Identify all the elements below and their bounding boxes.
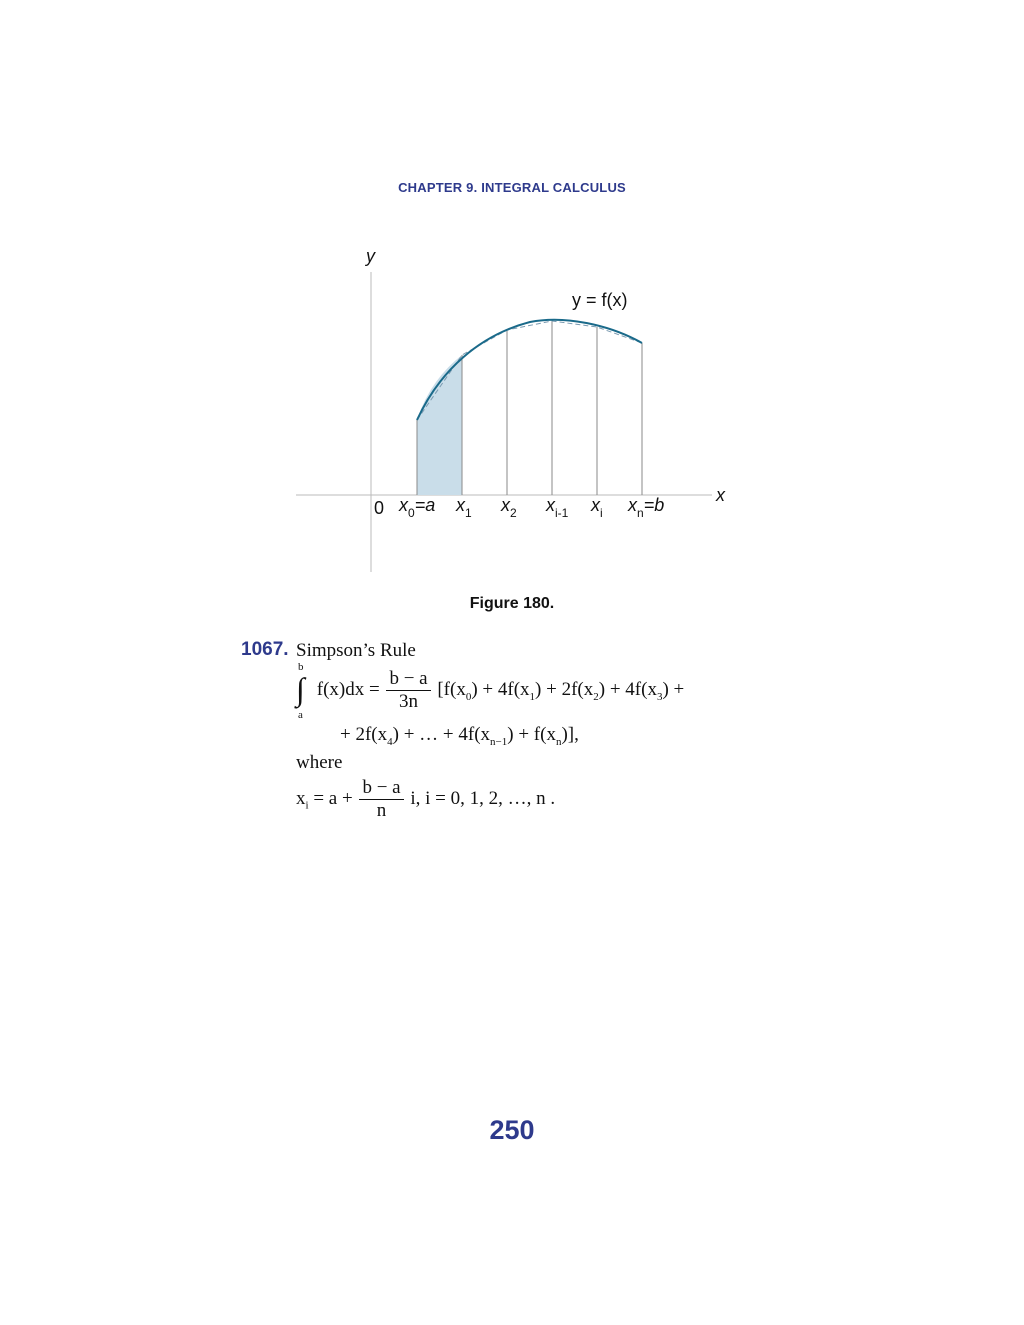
origin-label: 0 <box>374 498 385 518</box>
tick-label: $x_n=b$ <box>628 495 665 520</box>
figure-caption: Figure 180. <box>469 595 555 612</box>
integrand: f(x)dx = <box>316 678 380 700</box>
rule-number: 1067. <box>241 639 289 660</box>
formula-line-1 <box>296 660 685 721</box>
where-label: where <box>296 752 343 773</box>
tick-labels <box>398 495 664 520</box>
xi-definition: $x_i = a$ + $\frac{b - a}{n}$ i, i = 0, 1, 2, …, n . <box>296 777 556 821</box>
shaded-area <box>417 355 462 495</box>
x-axis-label: x <box>716 485 725 505</box>
sum-terms-line-1: [$f(x_0) + 4f(x_1) + 2f(x_2) + 4f(x_3)$ + <box>437 678 685 703</box>
chapter-header: CHAPTER 9. INTEGRAL CALCULUS <box>398 180 626 195</box>
tick-label: $x_0=a$ <box>399 495 436 520</box>
formula-line-2: + $2f(x_4)$ + … + $4f(x_{n-1}) + f(x_n)$], <box>340 724 579 748</box>
page-number: 250 <box>489 1115 535 1145</box>
tick-label: $x_1$ <box>456 495 472 520</box>
curve-label: y = f(x) <box>572 290 628 310</box>
tick-label: $x_2$ <box>501 495 517 520</box>
tick-label: $x_i$ <box>591 495 603 520</box>
fraction-b-minus-a-over-n: $\frac{b - a}{n}$ <box>359 777 403 822</box>
rule-title: Simpson’s Rule <box>296 640 416 661</box>
simpson-rule-figure <box>0 0 1024 590</box>
tick-label: $x_{i-1}$ <box>546 495 569 520</box>
integral-sign: ∫ b a <box>296 660 305 721</box>
fraction-b-minus-a-over-3n: $\frac{b - a}{3n}$ <box>386 668 430 713</box>
y-axis-label: y <box>366 246 375 266</box>
